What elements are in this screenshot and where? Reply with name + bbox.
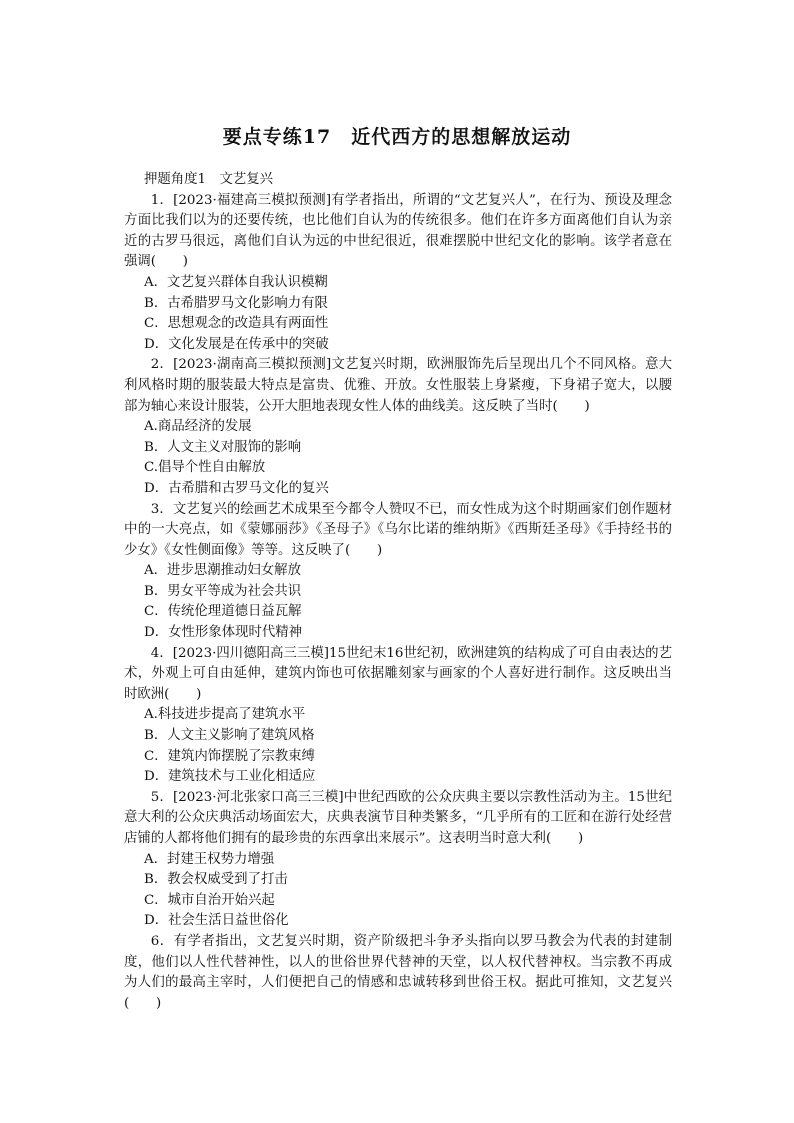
question-option: D．文化发展是在传承中的突破 — [144, 336, 329, 352]
question-stem: 4．[2023·四川德阳高三三模]15世纪末16世纪初，欧洲建筑的结构成了可自由表达的艺术，外观上可自由延伸，建筑内饰也可依据雕刻家与画家的个人喜好进行制作。这反映出当时欧洲( ) — [124, 645, 672, 702]
question-option: A.商品经济的发展 — [144, 419, 252, 435]
question-option: B．男女平等成为社会共识 — [144, 583, 302, 599]
question-option: C．城市自治开始兴起 — [144, 892, 275, 908]
question-option: A．封建王权势力增强 — [144, 851, 275, 867]
question-option: A．进步思潮推动妇女解放 — [144, 563, 301, 579]
question-option: A．文艺复兴群体自我认识模糊 — [144, 274, 328, 290]
question-option: B．人文主义影响了建筑风格 — [144, 728, 315, 744]
question-stem: 2．[2023·湖南高三模拟预测]文艺复兴时期，欧洲服饰先后呈现出几个不同风格。意大利风格时期的服装最大特点是富贵、优雅、开放。女性服装上身紧瘦，下身裙子宽大，以腰部为轴心来设计服装，公开大胆地表现女性人体的曲线美。这反映了当时( ) — [124, 357, 672, 414]
question-option: C．传统伦理道德日益瓦解 — [144, 604, 302, 620]
question-option: B．人文主义对服饰的影响 — [144, 439, 302, 455]
page-title: 要点专练17 近代西方的思想解放运动 — [222, 126, 572, 148]
question-option: D．社会生活日益世俗化 — [144, 913, 289, 929]
question-stem: 5．[2023·河北张家口高三三模]中世纪西欧的公众庆典主要以宗教性活动为主。15世纪意大利的公众庆典活动场面宏大，庆典表演节目种类繁多，“几乎所有的工匠和在游行处经营店铺的人都将他们拥有的最珍贵的东西拿出来展示”。这表明当时意大利( ) — [124, 789, 672, 846]
question-option: D．建筑技术与工业化相适应 — [144, 769, 316, 785]
question-option: B．古希腊罗马文化影响力有限 — [144, 295, 328, 311]
question-option: D．女性形象体现时代精神 — [144, 625, 303, 641]
question-option: C．思想观念的改造具有两面性 — [144, 316, 329, 332]
question-stem: 1．[2023·福建高三模拟预测]有学者指出，所谓的“文艺复兴人”，在行为、预设及理念方面比我们以为的还要传统，也比他们自认为的传统很多。他们在许多方面离他们自认为亲近的古罗马很远，离他们自认为远的中世纪很近，很难摆脱中世纪文化的影响。该学者意在强调( ) — [124, 192, 672, 270]
question-option: D．古希腊和古罗马文化的复兴 — [144, 480, 329, 496]
question-option: A.科技进步提高了建筑水平 — [144, 707, 306, 723]
section-heading: 押题角度1 文艺复兴 — [144, 172, 274, 187]
question-option: C．建筑内饰摆脱了宗教束缚 — [144, 748, 315, 764]
question-stem: 6．有学者指出，文艺复兴时期，资产阶级把斗争矛头指向以罗马教会为代表的封建制度，他们以人性代替神性，以人的世俗世界代替神的天堂，以人权代替神权。当宗教不再成为人们的最高主宰时，人们便把自己的情感和忠诚转移到世俗王权。据此可推知，文艺复兴( ) — [124, 933, 672, 1011]
questions-container — [124, 191, 672, 1015]
question-stem: 3．文艺复兴的绘画艺术成果至今都令人赞叹不已，而女性成为这个时期画家们创作题材中的一大亮点，如《蒙娜丽莎》《圣母子》《乌尔比诺的维纳斯》《西斯廷圣母》《手持经书的少女》《女性侧面像》等等。这反映了( ) — [124, 501, 672, 558]
question-list — [124, 170, 672, 1014]
question-option: B．教会权威受到了打击 — [144, 872, 288, 888]
question-option: C.倡导个性自由解放 — [144, 460, 266, 476]
